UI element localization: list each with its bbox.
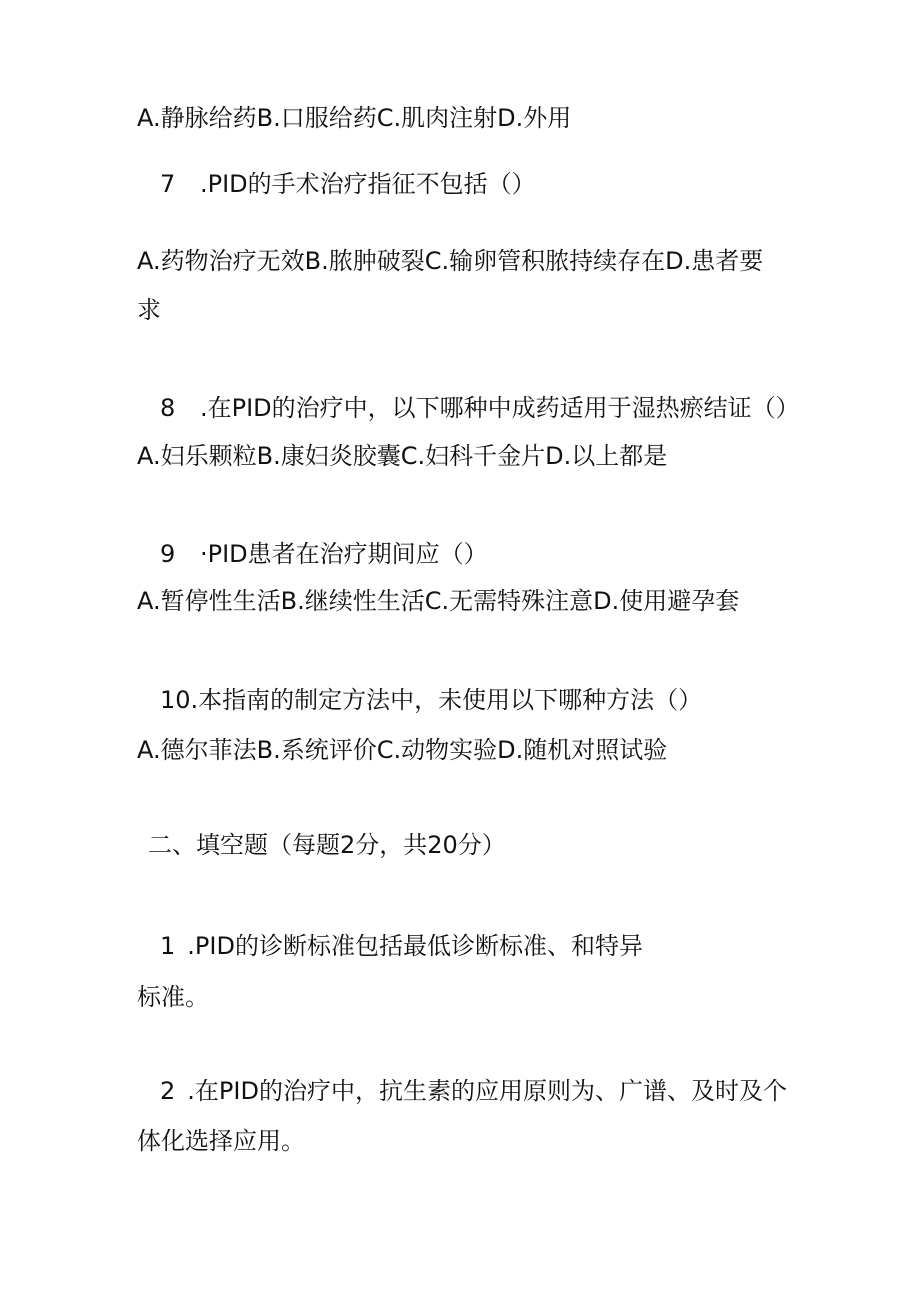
- fill1-number: 1: [160, 932, 176, 960]
- q7-number: 7: [160, 170, 176, 198]
- q10-stem: 10.本指南的制定方法中，未使用以下哪种方法（）: [160, 686, 703, 714]
- fill2-line2: 体化选择应用。: [137, 1127, 305, 1155]
- q8-text: .在PID的治疗中，以下哪种中成药适用于湿热瘀结证（）: [200, 394, 800, 422]
- q9-number: 9: [160, 540, 176, 568]
- q7-options-cont: 求: [137, 296, 161, 324]
- fill2-text: .在PID的治疗中，抗生素的应用原则为、广谱、及时及个: [187, 1077, 787, 1105]
- fill2-line1: [160, 1074, 787, 1108]
- q8-stem: [160, 391, 800, 425]
- q9-options: A.暂停性生活B.继续性生活C.无需特殊注意D.使用避孕套: [137, 587, 740, 615]
- fill1-line2: 标准。: [137, 983, 209, 1011]
- q10-options: A.德尔菲法B.系统评价C.动物实验D.随机对照试验: [137, 736, 668, 764]
- q9-text: ·PID患者在治疗期间应（）: [200, 540, 488, 568]
- q6-options: A.静脉给药B.口服给药C.肌肉注射D.外用: [137, 104, 572, 132]
- q8-number: 8: [160, 394, 176, 422]
- fill1-line1: [160, 929, 643, 963]
- q7-text: .PID的手术治疗指征不包括（）: [200, 170, 536, 198]
- fill2-number: 2: [160, 1077, 176, 1105]
- q9-stem: [160, 537, 488, 571]
- section-title: 二、填空题（每题2分，共20分）: [148, 831, 506, 859]
- q8-options: A.妇乐颗粒B.康妇炎胶囊C.妇科千金片D.以上都是: [137, 442, 668, 470]
- fill1-text: .PID的诊断标准包括最低诊断标准、和特异: [187, 932, 643, 960]
- q7-options: A.药物治疗无效B.脓肿破裂C.输卵管积脓持续存在D.患者要: [137, 247, 764, 275]
- q7-stem: [160, 167, 536, 201]
